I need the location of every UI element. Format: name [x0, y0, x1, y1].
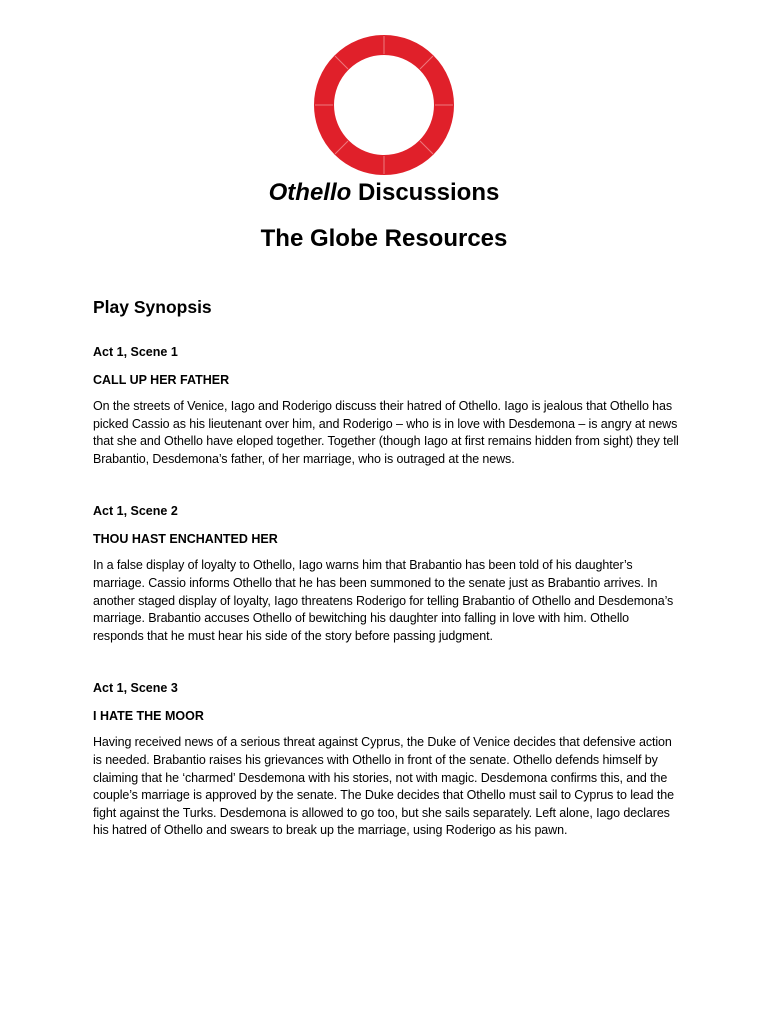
- title-italic: Othello: [268, 179, 352, 206]
- scene-block: [93, 679, 683, 840]
- scene-block: [93, 343, 683, 468]
- scene-text: In a false display of loyalty to Othello, Iago warns him that Brabantio has been told of his daughter’s marriage. Cassio informs Othello that he has been summoned to the senate just as Brabantio arrives. In another staged display of loyalty, Iago threatens Roderigo for telling Brabantio of Othello and Desdemona’s marriage. Brabantio accuses Othello of bewitching his daughter into falling in love with him. Othello responds that he must hear his side of the story before passing judgment.: [93, 558, 674, 643]
- scene-label: Act 1, Scene 3: [93, 681, 178, 696]
- document-subtitle: The Globe Resources: [260, 225, 508, 252]
- document-title: [0, 179, 768, 207]
- scene-text: Having received news of a serious threat against Cyprus, the Duke of Venice decides that defensive action is needed. Brabantio raises his grievances with Othello in front of the senate. Othello defends himself by claiming that he ‘charmed’ Desdemona with his stories, not with magic. Desdemona confirms this, and the couple’s marriage is approved by the senate. The Duke decides that Othello must sail to Cyprus to lead the fight against the Turks. Desdemona is allowed to go too, but she sails separately. Left alone, Iago declares his hatred of Othello and swears to break up the marriage, using Roderigo as his pawn.: [93, 735, 674, 838]
- scene-block: [93, 502, 683, 645]
- scene-label: Act 1, Scene 1: [93, 345, 178, 359]
- title-rest: Discussions: [351, 179, 500, 206]
- section-title: Play Synopsis: [93, 297, 212, 317]
- scene-heading: I HATE THE MOOR: [93, 709, 204, 724]
- scene-heading: THOU HAST ENCHANTED HER: [93, 532, 278, 547]
- scene-label: Act 1, Scene 2: [93, 504, 178, 519]
- scene-heading: CALL UP HER FATHER: [93, 373, 230, 387]
- globe-ring-logo: [313, 34, 455, 176]
- scene-text: On the streets of Venice, Iago and Roderigo discuss their hatred of Othello. Iago is jealous that Othello has picked Cassio as his lieutenant over him, and Roderigo – who is in love with Desdemona – is angry at news that she and Othello have eloped together. Together (though Iago at first remains hidden from sight) they tell Brabantio, Desdemona’s father, of her marriage, who is outraged at the news.: [93, 399, 679, 466]
- synopsis-content: [93, 295, 683, 840]
